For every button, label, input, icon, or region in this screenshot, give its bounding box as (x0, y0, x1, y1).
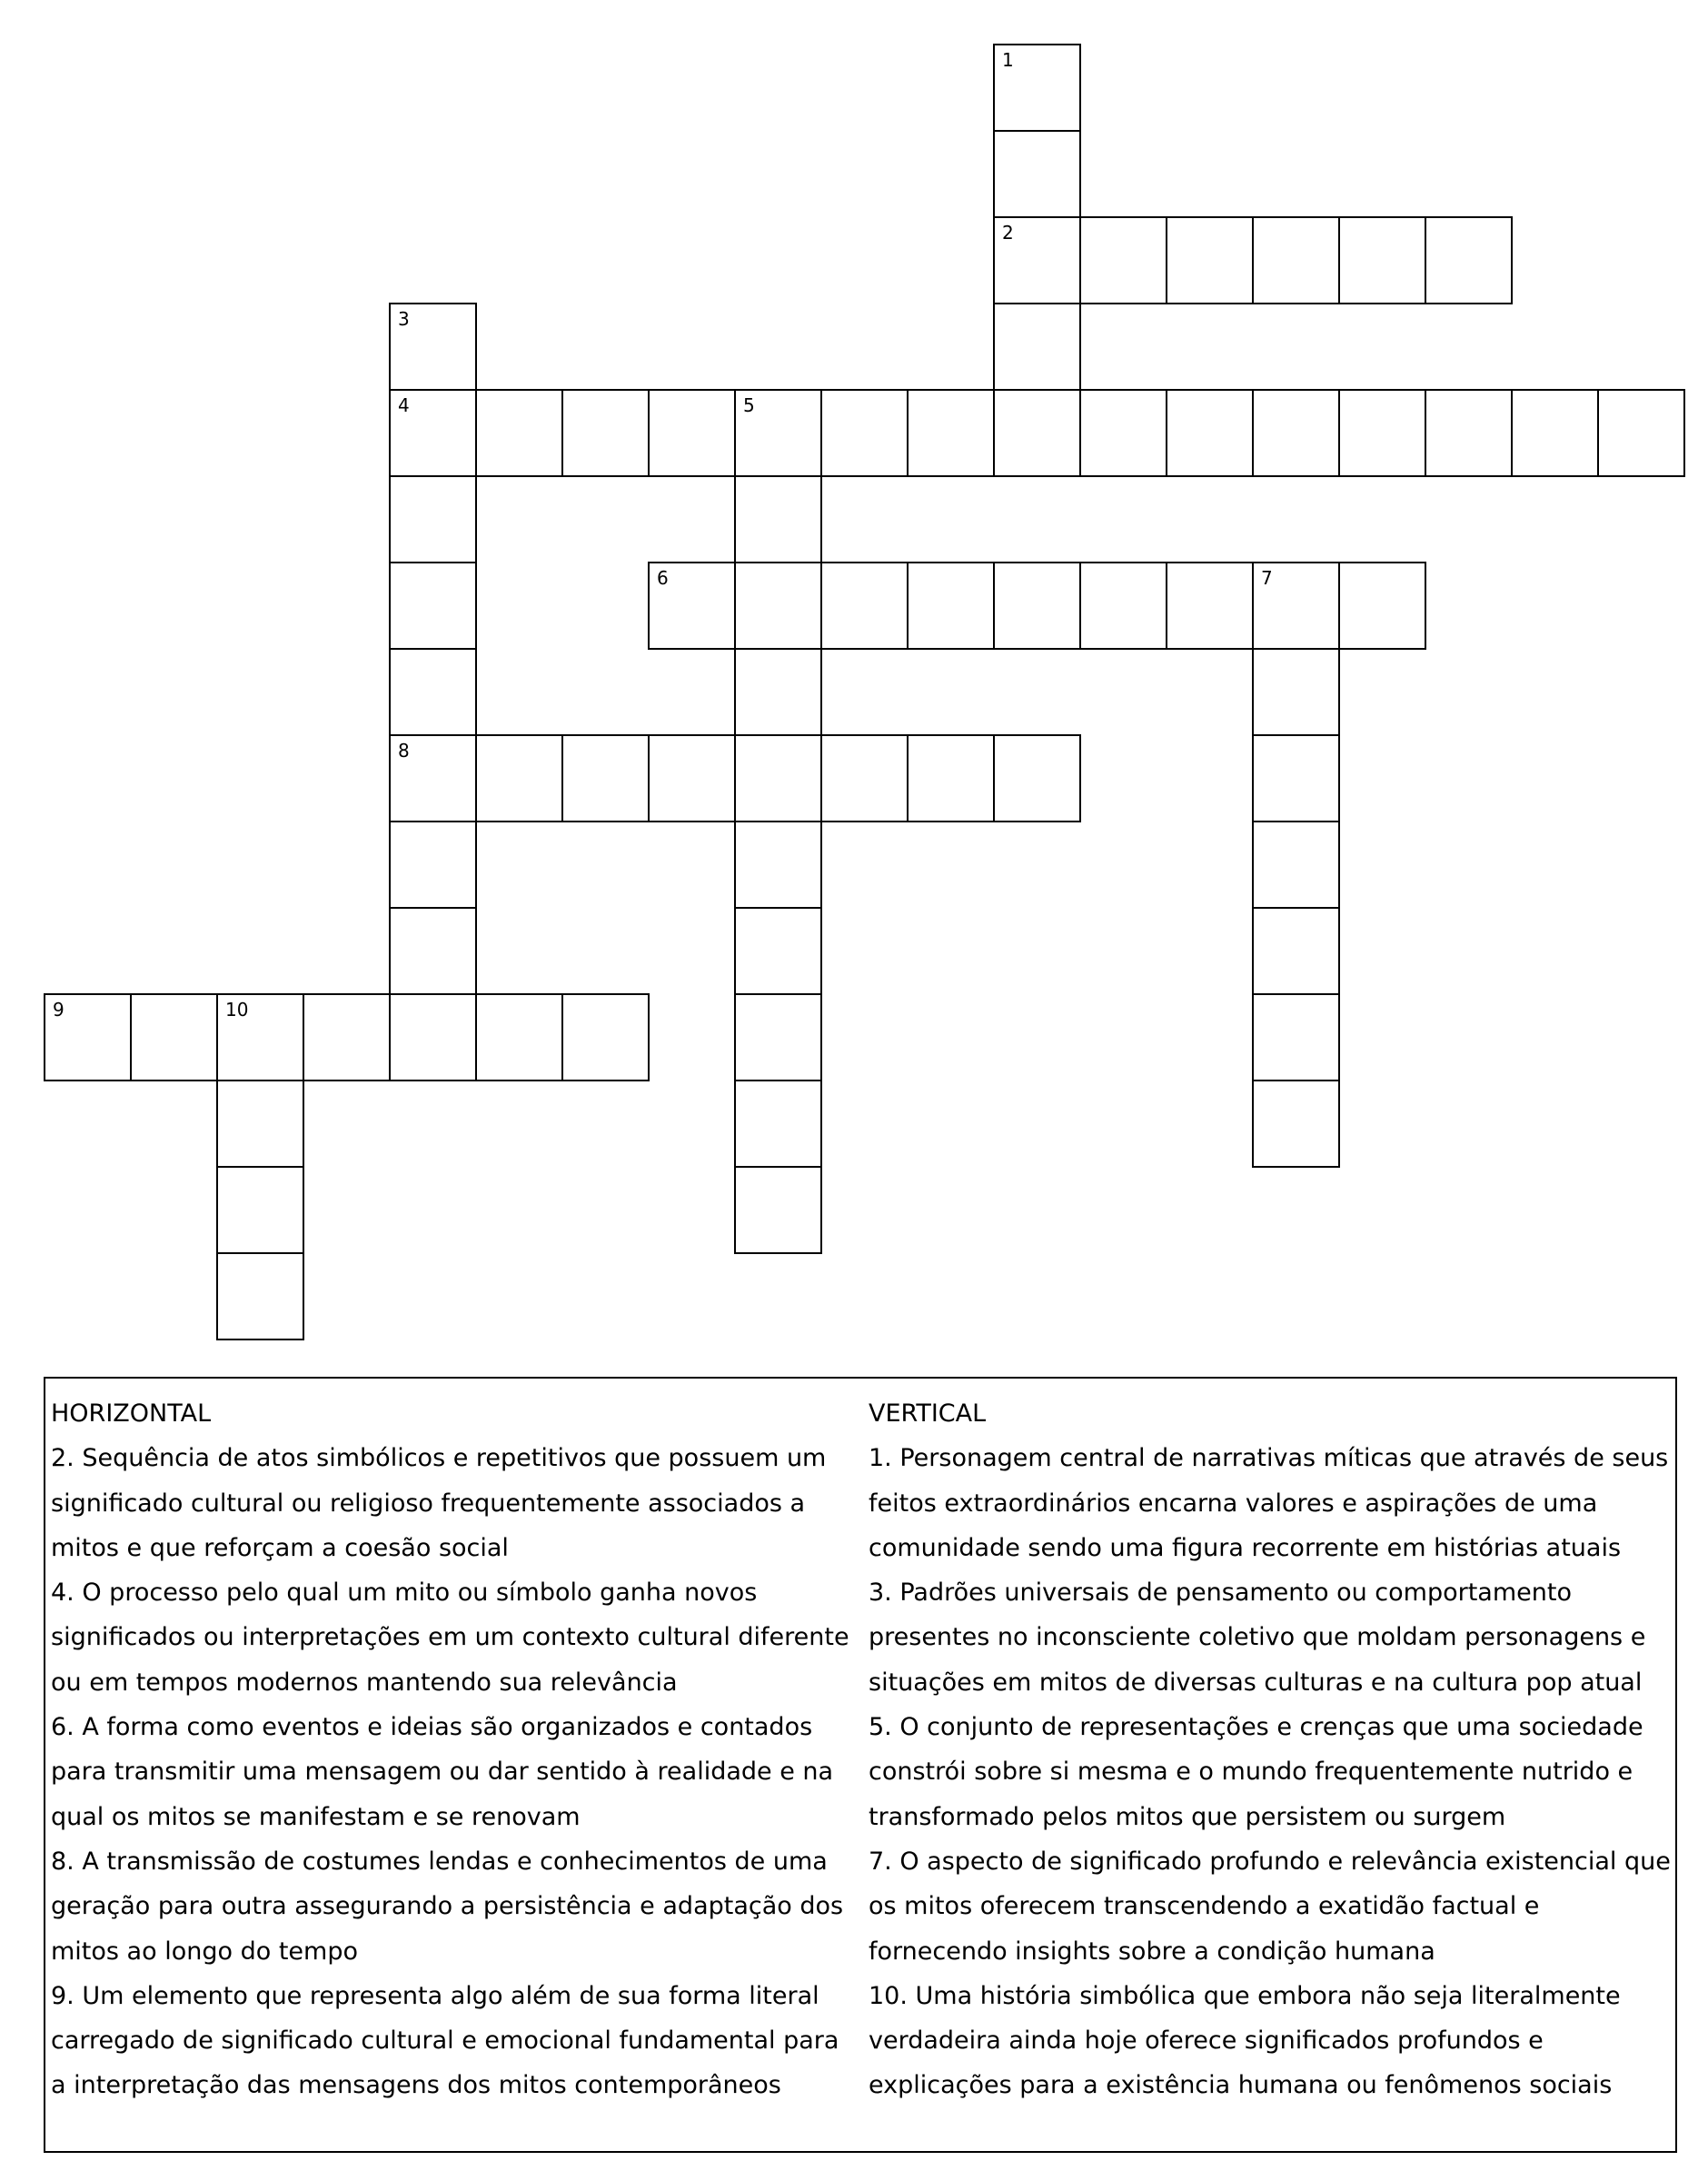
cell-number: 5 (743, 394, 755, 416)
vertical-heading: VERTICAL (869, 1399, 987, 1428)
grid-cell[interactable] (734, 821, 822, 909)
grid-cell[interactable] (993, 389, 1081, 477)
grid-cell[interactable] (389, 648, 477, 736)
cell-number: 3 (398, 308, 410, 330)
grid-cell[interactable] (648, 734, 736, 822)
clue-vertical-1: 1. Personagem central de narrativas míticas que através de seus feitos extraordinários encarna valores e aspirações de uma comunidade sendo uma figura recorrente em histórias atuais (869, 1444, 1669, 1562)
grid-cell[interactable] (1252, 216, 1340, 304)
grid-cell[interactable] (1425, 216, 1513, 304)
grid-cell[interactable] (734, 475, 822, 563)
grid-cell[interactable] (993, 130, 1081, 218)
grid-cell[interactable] (1079, 216, 1167, 304)
grid-cell[interactable] (561, 389, 650, 477)
grid-cell[interactable] (734, 562, 822, 650)
clue-vertical-7: 7. O aspecto de significado profundo e relevância existencial que os mitos oferecem transcendendo a exatidão factual e fornecendo insights sobre a condição humana (869, 1847, 1671, 1966)
grid-cell[interactable] (1425, 389, 1513, 477)
cell-number: 6 (657, 567, 669, 589)
grid-cell[interactable] (734, 389, 822, 477)
grid-cell[interactable] (820, 389, 909, 477)
horizontal-clues (51, 1391, 858, 2108)
grid-cell[interactable] (216, 1252, 304, 1340)
vertical-clues (869, 1391, 1672, 2108)
grid-cell[interactable] (389, 734, 477, 822)
grid-cell[interactable] (44, 993, 132, 1081)
grid-cell[interactable] (993, 562, 1081, 650)
grid-cell[interactable] (993, 303, 1081, 391)
grid-cell[interactable] (216, 993, 304, 1081)
grid-cell[interactable] (1338, 216, 1426, 304)
grid-cell[interactable] (561, 993, 650, 1081)
grid-cell[interactable] (1166, 216, 1254, 304)
grid-cell[interactable] (475, 993, 563, 1081)
grid-cell[interactable] (1252, 907, 1340, 995)
grid-cell[interactable] (1511, 389, 1599, 477)
cell-number: 8 (398, 740, 410, 762)
grid-cell[interactable] (389, 303, 477, 391)
cell-number: 2 (1002, 222, 1014, 244)
grid-cell[interactable] (820, 734, 909, 822)
cell-number: 10 (225, 999, 249, 1021)
grid-cell[interactable] (734, 734, 822, 822)
clue-horizontal-6: 6. A forma como eventos e ideias são organizados e contados para transmitir uma mensagem ou dar sentido à realidade e na qual os mitos se manifestam e se renovam (51, 1713, 834, 1831)
horizontal-heading: HORIZONTAL (51, 1399, 212, 1428)
clue-horizontal-2: 2. Sequência de atos simbólicos e repetitivos que possuem um significado cultural ou religioso frequentemente associados a mitos e que reforçam a coesão social (51, 1444, 827, 1562)
grid-cell[interactable] (389, 389, 477, 477)
cell-number: 1 (1002, 49, 1014, 71)
grid-cell[interactable] (734, 648, 822, 736)
grid-cell[interactable] (1252, 562, 1340, 650)
grid-cell[interactable] (389, 993, 477, 1081)
grid-cell[interactable] (734, 1080, 822, 1168)
clue-horizontal-8: 8. A transmissão de costumes lendas e conhecimentos de uma geração para outra assegurando a persistência e adaptação dos mitos ao longo do tempo (51, 1847, 844, 1966)
grid-cell[interactable] (907, 562, 995, 650)
clue-vertical-3: 3. Padrões universais de pensamento ou comportamento presentes no inconsciente coletivo que moldam personagens e situações em mitos de diversas culturas e na cultura pop atual (869, 1578, 1646, 1697)
grid-cell[interactable] (907, 389, 995, 477)
grid-cell[interactable] (561, 734, 650, 822)
grid-cell[interactable] (130, 993, 218, 1081)
grid-cell[interactable] (993, 734, 1081, 822)
grid-cell[interactable] (1079, 562, 1167, 650)
grid-cell[interactable] (1252, 821, 1340, 909)
grid-cell[interactable] (1597, 389, 1685, 477)
clue-vertical-5: 5. O conjunto de representações e crenças que uma sociedade constrói sobre si mesma e o mundo frequentemente nutrido e transformado pelos mitos que persistem ou surgem (869, 1713, 1643, 1831)
clues-box (44, 1377, 1677, 2153)
grid-cell[interactable] (1338, 389, 1426, 477)
grid-cell[interactable] (993, 44, 1081, 132)
grid-cell[interactable] (648, 562, 736, 650)
grid-cell[interactable] (1252, 648, 1340, 736)
grid-cell[interactable] (1252, 1080, 1340, 1168)
cell-number: 9 (53, 999, 65, 1021)
grid-cell[interactable] (734, 1166, 822, 1254)
grid-cell[interactable] (1252, 389, 1340, 477)
grid-cell[interactable] (1252, 734, 1340, 822)
cell-number: 4 (398, 394, 410, 416)
grid-cell[interactable] (475, 734, 563, 822)
grid-cell[interactable] (475, 389, 563, 477)
grid-cell[interactable] (734, 907, 822, 995)
grid-cell[interactable] (389, 821, 477, 909)
grid-cell[interactable] (1166, 389, 1254, 477)
grid-cell[interactable] (648, 389, 736, 477)
grid-cell[interactable] (389, 475, 477, 563)
grid-cell[interactable] (216, 1080, 304, 1168)
grid-cell[interactable] (389, 907, 477, 995)
grid-cell[interactable] (734, 993, 822, 1081)
grid-cell[interactable] (907, 734, 995, 822)
grid-cell[interactable] (1338, 562, 1426, 650)
grid-cell[interactable] (993, 216, 1081, 304)
clue-horizontal-4: 4. O processo pelo qual um mito ou símbolo ganha novos significados ou interpretações em um contexto cultural diferente ou em tempos modernos mantendo sua relevância (51, 1578, 849, 1697)
grid-cell[interactable] (303, 993, 391, 1081)
grid-cell[interactable] (1252, 993, 1340, 1081)
grid-cell[interactable] (389, 562, 477, 650)
grid-cell[interactable] (216, 1166, 304, 1254)
clue-horizontal-9: 9. Um elemento que representa algo além de sua forma literal carregado de significado cultural e emocional fundamental para a interpretação das mensagens dos mitos contemporâneos (51, 1981, 839, 2100)
grid-cell[interactable] (1166, 562, 1254, 650)
cell-number: 7 (1261, 567, 1273, 589)
grid-cell[interactable] (820, 562, 909, 650)
clue-vertical-10: 10. Uma história simbólica que embora não seja literalmente verdadeira ainda hoje oferece significados profundos e explicações para a existência humana ou fenômenos sociais (869, 1981, 1621, 2100)
grid-cell[interactable] (1079, 389, 1167, 477)
